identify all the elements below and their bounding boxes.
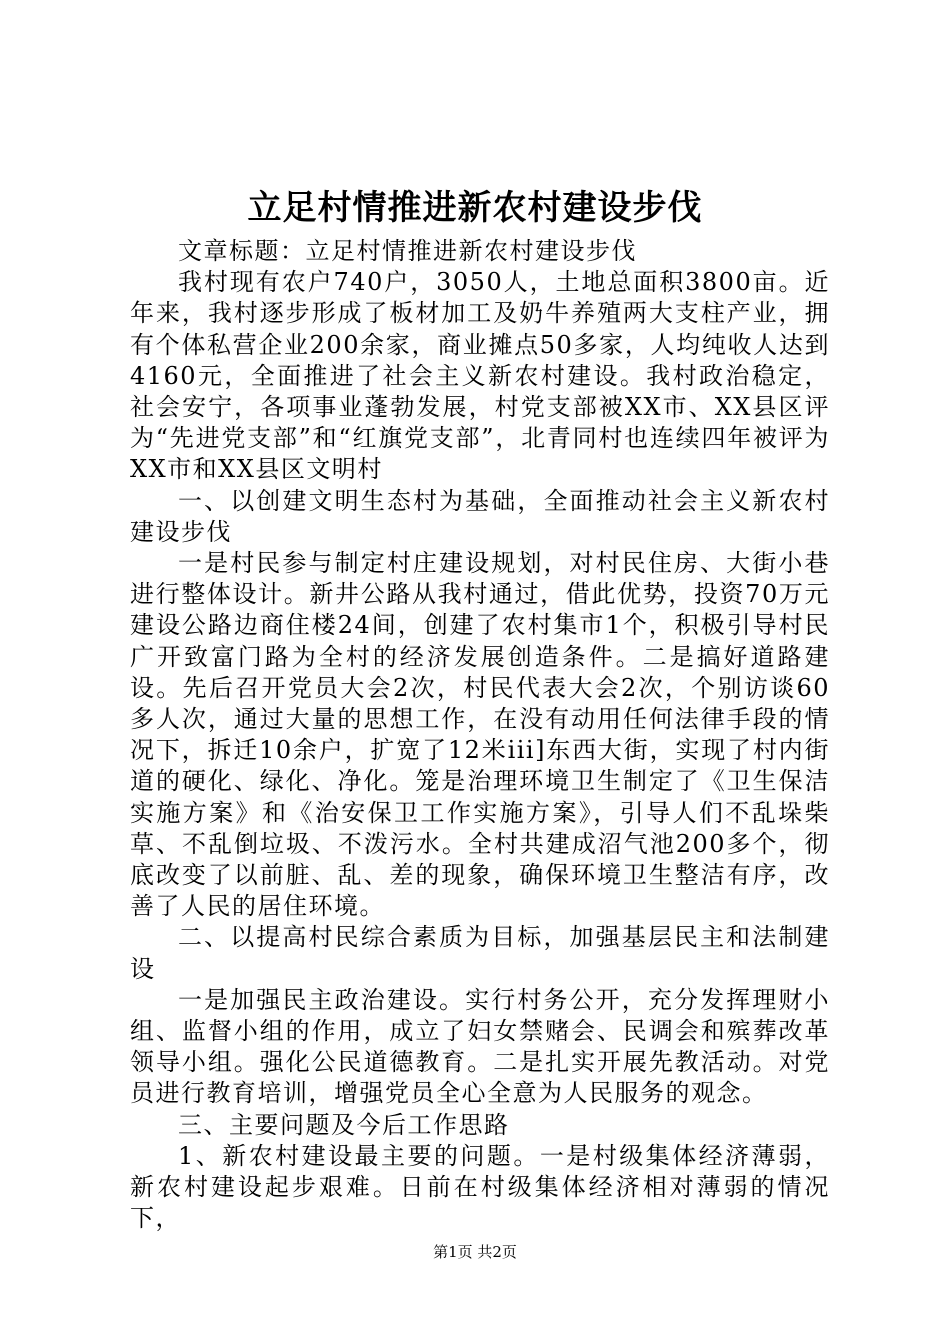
section-heading-2: 二、以提高村民综合素质为目标，加强基层民主和法制建设 bbox=[130, 923, 830, 983]
document-body bbox=[130, 236, 830, 1235]
page-footer: 第1页 共2页 bbox=[433, 1243, 517, 1261]
article-title-line: 文章标题：立足村情推进新农村建设步伐 bbox=[178, 237, 637, 265]
intro-paragraph: 我村现有农户740户，3050人，土地总面积3800亩。近年来，我村逐步形成了板材加工及奶牛养殖两大支柱产业，拥有个体私营企业200余家，商业摊点50多家，人均纯收人达到4160元，全面推进了社会主义新农村建设。我村政治稳定，社会安宁，各项事业蓬勃发展，村党支部被XX市、XX县区评为“先进党支部”和“红旗党支部”，北青同村也连续四年被评为XX市和XX县区文明村 bbox=[130, 268, 830, 484]
section-heading-1: 一、以创建文明生态村为基础，全面推动社会主义新农村建设步伐 bbox=[130, 486, 830, 546]
section-heading-3: 三、主要问题及今后工作思路 bbox=[178, 1110, 510, 1139]
document-title: 立足村情推进新农村建设步伐 bbox=[247, 188, 703, 228]
section-1-paragraph: 一是村民参与制定村庄建设规划，对村民住房、大街小巷进行整体设计。新井公路从我村通过，借此优势，投资70万元建设公路边商住楼24间，创建了农村集市1个，积极引导村民广开致富门路为全村的经济发展创造条件。二是搞好道路建设。先后召开党员大会2次，村民代表大会2次，个别访谈60多人次，通过大量的思想工作，在没有动用任何法律手段的情况下，拆迁10余户，扩宽了12米iii]东西大街，实现了村内街道的硬化、绿化、净化。笼是治理环境卫生制定了《卫生保洁实施方案》和《治安保卫工作实施方案》，引导人们不乱垛柴草、不乱倒垃圾、不泼污水。全村共建成沼气池200多个，彻底改变了以前脏、乱、差的现象，确保环境卫生整洁有序，改善了人民的居住环境。 bbox=[130, 549, 830, 921]
section-2-paragraph: 一是加强民主政治建设。实行村务公开，充分发挥理财小组、监督小组的作用，成立了妇女禁赌会、民调会和殡葬改革领导小组。强化公民道德教育。二是扎实开展先教活动。对党员进行教育培训，增强党员全心全意为人民服务的观念。 bbox=[130, 985, 830, 1108]
section-3-paragraph: 1、新农村建设最主要的问题。一是村级集体经济薄弱，新农村建设起步艰难。日前在村级集体经济相对薄弱的情况下， bbox=[130, 1141, 830, 1233]
